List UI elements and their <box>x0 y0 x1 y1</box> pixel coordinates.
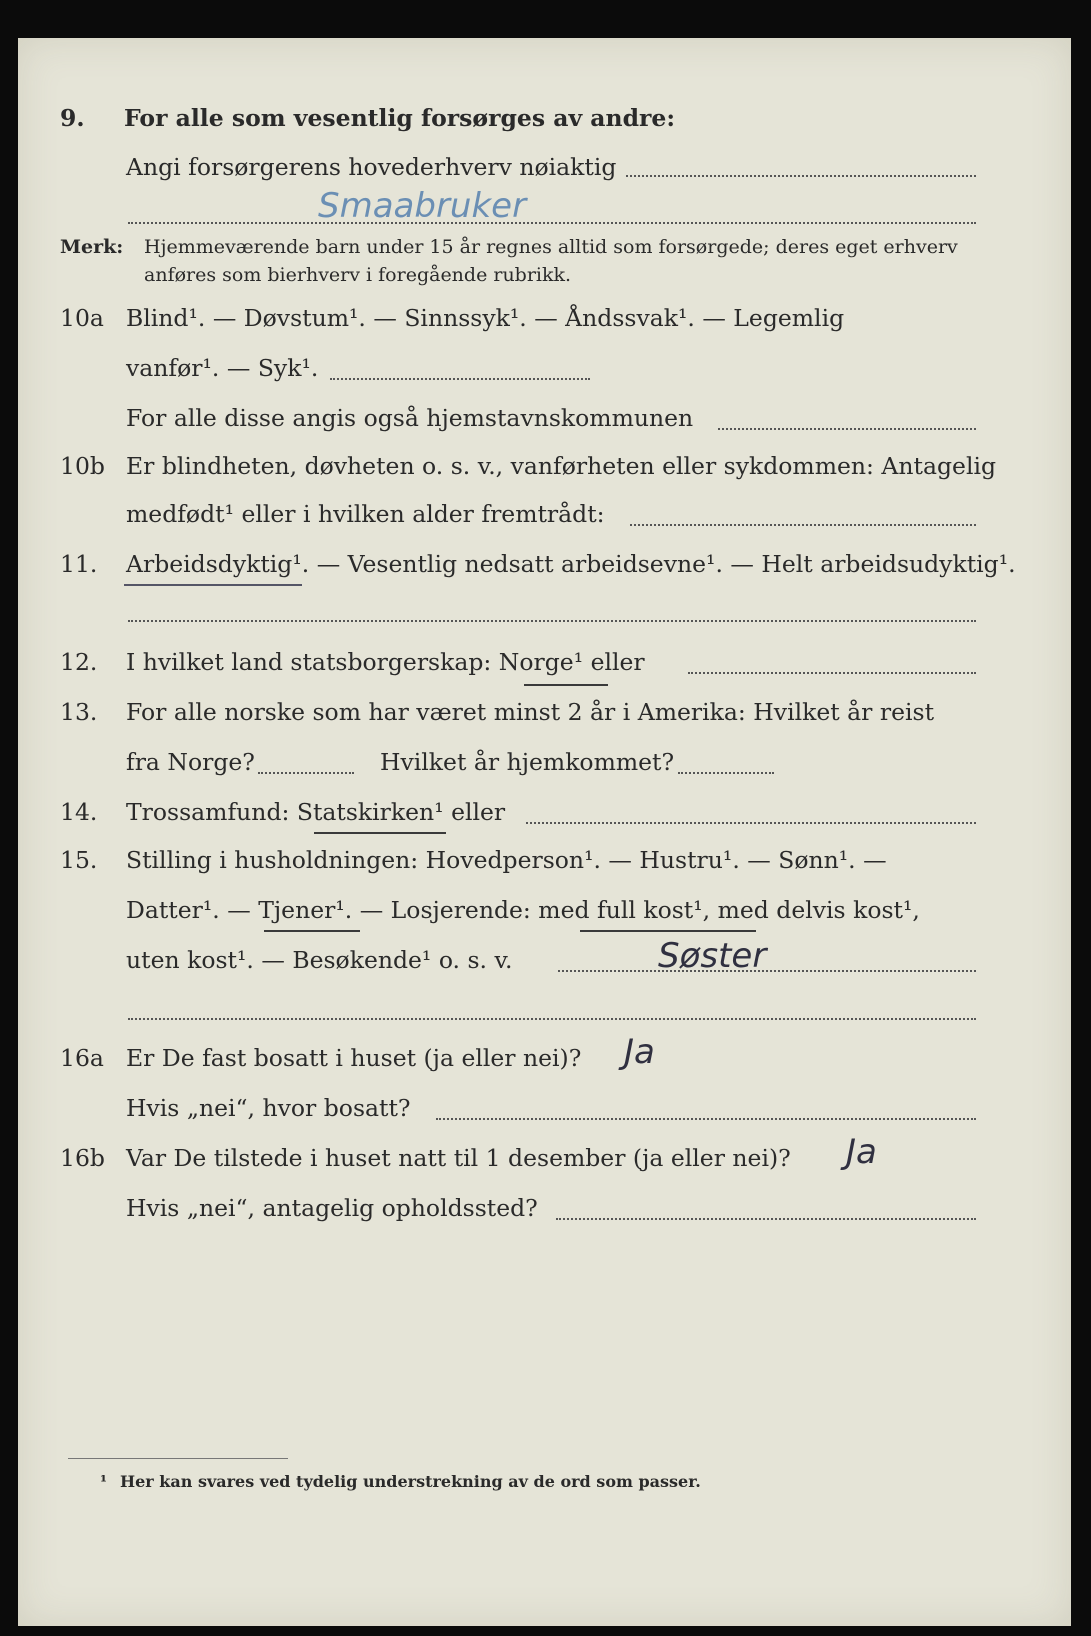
q16b-row-2 <box>18 1194 1071 1224</box>
q11-underline-arbeidsdyktig <box>124 584 302 586</box>
q16a-row-2 <box>18 1094 1071 1124</box>
q9-title-row <box>18 104 1071 134</box>
q14-trossamfund-line <box>526 822 976 824</box>
q12-number: 12. <box>60 648 98 676</box>
q11-answer-line <box>128 620 976 622</box>
q16a-bosatt-line <box>436 1118 976 1120</box>
q9-number: 9. <box>60 104 85 132</box>
q16b-handwritten-answer: Ja <box>846 1132 877 1172</box>
q10b-row-2 <box>18 500 1071 530</box>
q10a-text-1: Blind¹. — Døvstum¹. — Sinnssyk¹. — Åndssvak¹. — Legemlig <box>126 304 845 332</box>
q13-number: 13. <box>60 698 98 726</box>
q14-text-1: Trossamfund: Statskirken¹ eller <box>126 798 506 826</box>
q15-text-3: uten kost¹. — Besøkende¹ o. s. v. <box>126 946 513 974</box>
q16a-number: 16a <box>60 1044 104 1072</box>
q16a-handwritten-answer: Ja <box>624 1032 655 1072</box>
footnote-mark: ¹ <box>100 1472 108 1491</box>
q16b-oppholdssted-line <box>556 1218 976 1220</box>
q9-dotted-line <box>626 175 976 177</box>
q13-text-2b: Hvilket år hjemkommet? <box>380 748 675 776</box>
q16b-text-1: Var De tilstede i huset natt til 1 desember (ja eller nei)? <box>126 1144 791 1172</box>
q15-row-1 <box>18 846 1071 876</box>
q16b-text-2: Hvis „nei“, antagelig opholdssted? <box>126 1194 538 1222</box>
q10b-row-1 <box>18 452 1071 482</box>
q16b-row-1 <box>18 1144 1071 1174</box>
q16b-number: 16b <box>60 1144 105 1172</box>
q13-row-2 <box>18 748 1071 778</box>
q15-answer-line <box>558 970 976 972</box>
footnote-rule <box>68 1458 288 1459</box>
q13-hjemkommet-line <box>678 772 774 774</box>
q10a-text-3: For alle disse angis også hjemstavnskommunen <box>126 404 694 432</box>
q9-line <box>18 153 1071 183</box>
q10b-text-1: Er blindheten, døvheten o. s. v., vanførheten eller sykdommen: Antagelig <box>126 452 997 480</box>
q11-number: 11. <box>60 550 98 578</box>
q10a-syk-line <box>330 378 590 380</box>
q13-row-1 <box>18 698 1071 728</box>
merk-text-1: Hjemmeværende barn under 15 år regnes alltid som forsørgede; deres eget erhverv <box>144 236 958 258</box>
q15-number: 15. <box>60 846 98 874</box>
q12-underline-norge <box>524 684 608 686</box>
q10a-kommune-line <box>718 428 976 430</box>
q15-extra-line <box>128 1018 976 1020</box>
q9-answer-line <box>128 222 976 224</box>
q15-handwritten-answer: Søster <box>658 936 767 976</box>
merk-row-1 <box>18 236 1071 266</box>
q15-row-2 <box>18 896 1071 926</box>
merk-text-2: anføres som bierhverv i foregående rubrikk. <box>144 264 572 286</box>
q9-handwritten-answer: Smaabruker <box>318 186 527 226</box>
q10b-text-2: medfødt¹ eller i hvilken alder fremtrådt: <box>126 500 605 528</box>
q10b-alder-line <box>630 524 976 526</box>
merk-row-2 <box>18 264 1071 294</box>
q10b-number: 10b <box>60 452 105 480</box>
q13-text-1: For alle norske som har været minst 2 år i Amerika: Hvilket år reist <box>126 698 935 726</box>
q13-reist-line <box>258 772 354 774</box>
q16a-text-2: Hvis „nei“, hvor bosatt? <box>126 1094 411 1122</box>
q15-underline-tjener <box>264 930 360 932</box>
q15-text-1: Stilling i husholdningen: Hovedperson¹. — Hustru¹. — Sønn¹. — <box>126 846 887 874</box>
q14-row-1 <box>18 798 1071 828</box>
q12-text-1: I hvilket land statsborgerskap: Norge¹ eller <box>126 648 645 676</box>
q10a-text-2: vanfør¹. — Syk¹. <box>126 354 319 382</box>
merk-label: Merk: <box>60 236 124 258</box>
q15-text-2: Datter¹. — Tjener¹. — Losjerende: med full kost¹, med delvis kost¹, <box>126 896 920 924</box>
q10a-row-3 <box>18 404 1071 434</box>
q11-text-1: Arbeidsdyktig¹. — Vesentlig nedsatt arbeidsevne¹. — Helt arbeidsudyktig¹. <box>126 550 1016 578</box>
q14-underline-statskirken <box>314 832 446 834</box>
q15-underline-full-kost <box>580 930 756 932</box>
q12-land-line <box>688 672 976 674</box>
q15-row-3 <box>18 946 1071 976</box>
q12-row-1 <box>18 648 1071 678</box>
q10a-number: 10a <box>60 304 104 332</box>
q10a-row-2 <box>18 354 1071 384</box>
q11-row-1 <box>18 550 1071 580</box>
q16a-row-1 <box>18 1044 1071 1074</box>
q9-prompt: Angi forsørgerens hovederhverv nøiaktig <box>126 153 617 181</box>
q16a-text-1: Er De fast bosatt i huset (ja eller nei)? <box>126 1044 582 1072</box>
q13-text-2a: fra Norge? <box>126 748 255 776</box>
q14-number: 14. <box>60 798 98 826</box>
q9-title: For alle som vesentlig forsørges av andre: <box>124 104 676 132</box>
q10a-row-1 <box>18 304 1071 334</box>
footnote-row <box>18 1472 1071 1502</box>
census-form-page <box>18 38 1071 1626</box>
footnote-text: Her kan svares ved tydelig understrekning av de ord som passer. <box>120 1472 701 1491</box>
